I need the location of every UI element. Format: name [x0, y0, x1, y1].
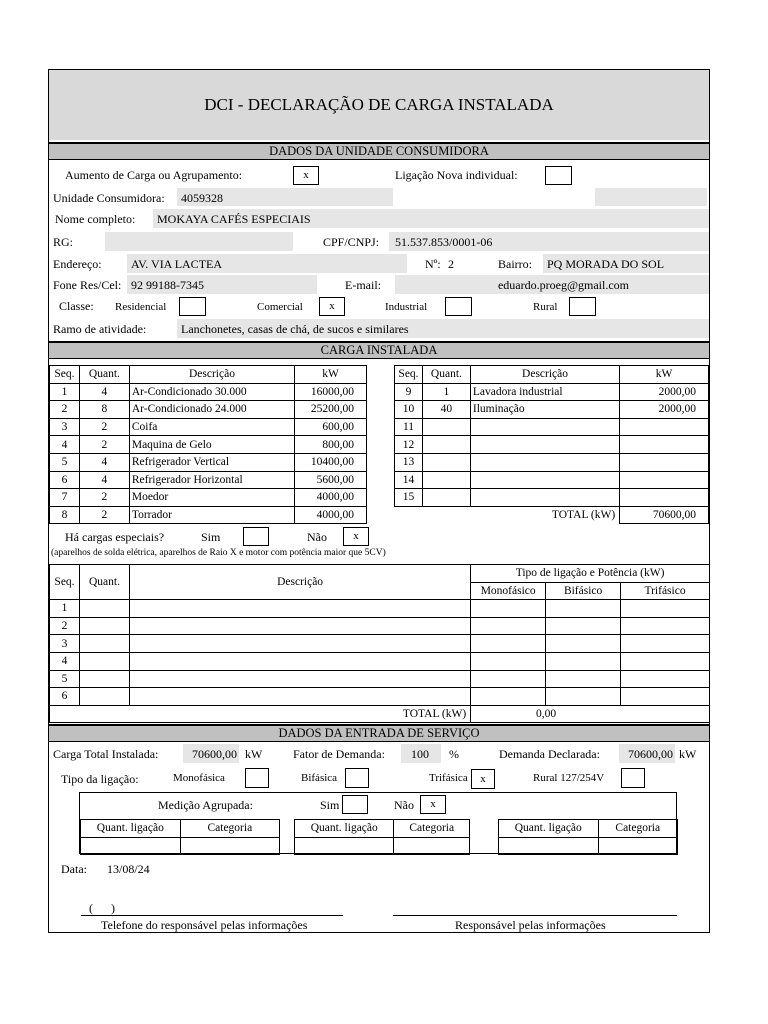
table-row [50, 506, 367, 524]
cell-seq: 7 [50, 489, 80, 507]
demanda-unit: kW [679, 747, 697, 761]
categoria-header: Categoria [598, 820, 677, 838]
cell-kw[interactable]: 5600,00 [295, 471, 367, 489]
phone-caption: Telefone do responsável pelas informações [101, 918, 308, 932]
cell-desc[interactable]: Iluminação [470, 401, 619, 419]
cpf-field[interactable] [389, 232, 709, 251]
ramo-label: Ramo de atividade: [53, 322, 147, 336]
col-header-kw: kW [295, 366, 367, 384]
carga-table-right [394, 365, 709, 524]
cell-quant[interactable]: 4 [79, 453, 129, 471]
carga-total-value: 70600,00 [192, 747, 237, 761]
col-header-seq: Seq. [50, 366, 80, 384]
table-row [50, 436, 367, 454]
medicao-sim-checkbox[interactable] [342, 795, 368, 814]
aumento-checkbox[interactable]: x [293, 166, 319, 185]
cell-desc[interactable] [470, 436, 619, 454]
cell-kw[interactable]: 4000,00 [295, 506, 367, 524]
cell-mono[interactable] [471, 688, 546, 706]
cell-quant[interactable]: 2 [79, 418, 129, 436]
cell-kw[interactable]: 600,00 [295, 418, 367, 436]
cell-seq: 8 [50, 506, 80, 524]
table-row [395, 489, 709, 507]
cell-seq: 4 [50, 436, 80, 454]
table-row [395, 401, 709, 419]
data-value: 13/08/24 [107, 862, 150, 876]
trifasica-checkbox[interactable]: x [471, 769, 495, 789]
medicao-sim-label: Sim [320, 798, 340, 812]
table-row [395, 383, 709, 401]
cell-seq: 15 [395, 489, 423, 507]
especiais-sim-checkbox[interactable] [243, 527, 269, 546]
section-header-entrada: DADOS DA ENTRADA DE SERVIÇO [49, 724, 709, 742]
table-row [50, 635, 710, 653]
categoria-header: Categoria [180, 820, 279, 838]
cell-quant[interactable] [422, 489, 470, 507]
medicao-label: Medição Agrupada: [158, 798, 253, 812]
table-row [395, 453, 709, 471]
cell-seq: 2 [50, 401, 80, 419]
cell-seq: 5 [50, 453, 80, 471]
cell-tri[interactable] [621, 652, 710, 670]
cell-bi[interactable] [546, 635, 621, 653]
table-row [50, 489, 367, 507]
responsavel-caption: Responsável pelas informações [455, 918, 606, 932]
esp-head-mono: Monofásico [471, 582, 546, 600]
demanda-field[interactable] [619, 744, 675, 763]
quant-ligacao-cell[interactable] [499, 837, 599, 855]
tipo-ligacao-label: Tipo da ligação: [61, 772, 139, 786]
cell-seq: 6 [50, 688, 80, 706]
cell-kw[interactable]: 25200,00 [295, 401, 367, 419]
fone-field[interactable] [127, 275, 317, 294]
esp-head-tipo: Tipo de ligação e Potência (kW) [471, 565, 710, 583]
especiais-label: Há cargas especiais? [65, 530, 165, 544]
cell-desc[interactable]: Coifa [129, 418, 294, 436]
rural-127-checkbox[interactable] [621, 768, 645, 788]
cell-desc[interactable] [470, 471, 619, 489]
cell-desc[interactable] [470, 453, 619, 471]
cell-mono[interactable] [471, 600, 546, 618]
cell-desc[interactable] [129, 670, 470, 688]
demanda-label: Demanda Declarada: [499, 747, 600, 761]
cell-kw[interactable]: 800,00 [295, 436, 367, 454]
categoria-cell[interactable] [394, 837, 470, 855]
cell-quant[interactable]: 8 [79, 401, 129, 419]
table-row [50, 383, 367, 401]
cell-quant[interactable] [79, 635, 129, 653]
industrial-checkbox[interactable] [445, 297, 472, 316]
total-label: TOTAL (kW) [395, 506, 620, 524]
cell-kw[interactable]: 2000,00 [620, 401, 709, 419]
nome-label: Nome completo: [55, 212, 136, 226]
comercial-label: Comercial [257, 301, 303, 313]
numero-value: 2 [448, 257, 454, 271]
col-header-quant: Quant. [422, 366, 470, 384]
cell-desc[interactable] [470, 418, 619, 436]
ramo-field[interactable] [177, 319, 709, 338]
cell-kw[interactable] [620, 453, 709, 471]
cell-seq: 6 [50, 471, 80, 489]
cell-bi[interactable] [546, 652, 621, 670]
email-label: E-mail: [345, 278, 381, 292]
quant-ligacao-header: Quant. ligação [81, 820, 181, 838]
responsavel-signature-line [393, 915, 677, 916]
section-header-carga: CARGA INSTALADA [49, 341, 709, 359]
cell-bi[interactable] [546, 670, 621, 688]
bairro-label: Bairro: [498, 257, 532, 271]
cell-seq: 10 [395, 401, 423, 419]
uc-field[interactable] [177, 188, 393, 206]
table-row [395, 471, 709, 489]
esp-head-bi: Bifásico [546, 582, 621, 600]
carga-table-left [49, 365, 367, 524]
quant-ligacao-cell[interactable] [81, 837, 181, 855]
total-row [50, 705, 710, 723]
rural-checkbox[interactable] [569, 297, 596, 316]
header-row [395, 366, 709, 384]
aumento-label: Aumento de Carga ou Agrupamento: [65, 168, 243, 182]
cell-mono[interactable] [471, 670, 546, 688]
cell-seq: 5 [50, 670, 80, 688]
table-row [50, 471, 367, 489]
cell-desc[interactable]: Moedor [129, 489, 294, 507]
cell-desc[interactable] [129, 617, 470, 635]
medicao-group-2 [294, 819, 470, 855]
header-row [50, 366, 367, 384]
medicao-group-3 [498, 819, 678, 855]
email-field[interactable] [395, 275, 709, 294]
cell-quant[interactable] [79, 670, 129, 688]
rural-127-label: Rural 127/254V [533, 772, 605, 784]
especiais-nao-label: Não [307, 530, 327, 544]
email-value: eduardo.proeg@gmail.com [497, 278, 629, 292]
endereco-value: AV. VIA LACTEA [131, 257, 223, 271]
fator-label: Fator de Demanda: [293, 747, 385, 761]
fator-field[interactable] [401, 744, 441, 763]
cell-seq: 3 [50, 418, 80, 436]
fator-unit: % [449, 747, 459, 761]
cell-tri[interactable] [621, 635, 710, 653]
cell-kw[interactable] [620, 418, 709, 436]
cell-kw[interactable]: 10400,00 [295, 453, 367, 471]
cell-desc[interactable] [129, 635, 470, 653]
monofasica-checkbox[interactable] [245, 768, 269, 788]
cell-kw[interactable] [620, 489, 709, 507]
table-row [50, 600, 710, 618]
col-header-desc: Descrição [129, 366, 294, 384]
table-row [50, 688, 710, 706]
cell-seq: 11 [395, 418, 423, 436]
cell-desc[interactable]: Refrigerador Horizontal [129, 471, 294, 489]
uc-label: Unidade Consumidora: [53, 191, 165, 205]
uc-value: 4059328 [181, 191, 223, 205]
cell-quant[interactable] [79, 688, 129, 706]
cell-kw[interactable] [620, 436, 709, 454]
table-row [50, 418, 367, 436]
cell-mono[interactable] [471, 617, 546, 635]
fator-value: 100 [411, 747, 429, 761]
cell-kw[interactable]: 4000,00 [295, 489, 367, 507]
cell-tri[interactable] [621, 688, 710, 706]
cell-bi[interactable] [546, 688, 621, 706]
cell-desc[interactable]: Ar-Condicionado 24.000 [129, 401, 294, 419]
bifasica-checkbox[interactable] [345, 768, 369, 788]
endereco-label: Endereço: [53, 257, 102, 271]
ligacao-nova-checkbox[interactable] [545, 166, 572, 185]
dci-form [48, 69, 710, 933]
cell-quant[interactable] [79, 617, 129, 635]
classe-label: Classe: [59, 299, 94, 313]
bifasica-label: Bifásica [301, 772, 338, 784]
industrial-label: Industrial [385, 301, 428, 313]
cell-quant[interactable]: 2 [79, 506, 129, 524]
cell-tri[interactable] [621, 600, 710, 618]
cell-quant[interactable] [422, 453, 470, 471]
cell-quant[interactable] [422, 436, 470, 454]
endereco-field[interactable] [127, 254, 407, 273]
bairro-field[interactable] [543, 254, 709, 273]
cell-seq: 4 [50, 652, 80, 670]
cell-seq: 13 [395, 453, 423, 471]
medicao-nao-checkbox[interactable]: x [420, 795, 446, 814]
carga-total-field[interactable] [183, 744, 239, 763]
cell-kw[interactable]: 2000,00 [620, 383, 709, 401]
esp-head-desc: Descrição [129, 565, 470, 600]
cell-seq: 1 [50, 383, 80, 401]
cell-quant[interactable] [422, 471, 470, 489]
table-row [50, 401, 367, 419]
cell-desc[interactable]: Lavadora industrial [470, 383, 619, 401]
medicao-nao-label: Não [394, 798, 414, 812]
esp-head-seq: Seq. [50, 565, 80, 600]
cell-seq: 3 [50, 635, 80, 653]
cell-kw[interactable] [620, 471, 709, 489]
bairro-value: PQ MORADA DO SOL [547, 257, 665, 271]
fone-value: 92 99188-7345 [131, 278, 204, 292]
quant-ligacao-cell[interactable] [295, 837, 394, 855]
col-header-desc: Descrição [470, 366, 619, 384]
cell-tri[interactable] [621, 670, 710, 688]
cell-seq: 14 [395, 471, 423, 489]
cell-quant[interactable] [422, 418, 470, 436]
cell-quant[interactable]: 2 [79, 489, 129, 507]
phone-signature-line [81, 915, 343, 916]
especiais-nao-checkbox[interactable]: x [343, 527, 369, 546]
col-header-kw: kW [620, 366, 709, 384]
nome-field[interactable] [153, 209, 709, 228]
cell-mono[interactable] [471, 652, 546, 670]
cell-desc[interactable]: Maquina de Gelo [129, 436, 294, 454]
cell-desc[interactable] [470, 489, 619, 507]
cell-quant[interactable] [79, 652, 129, 670]
data-label: Data: [61, 862, 87, 876]
comercial-checkbox[interactable]: x [319, 297, 345, 316]
especiais-sim-label: Sim [201, 530, 221, 544]
especiais-note: (aparelhos de solda elétrica, aparelhos de Raio X e motor com potência maior que 5CV) [51, 548, 386, 558]
fone-label: Fone Res/Cel: [53, 278, 122, 292]
quant-ligacao-header: Quant. ligação [295, 820, 394, 838]
cell-quant[interactable]: 4 [79, 383, 129, 401]
especiais-table [49, 564, 710, 723]
col-header-quant: Quant. [79, 366, 129, 384]
ramo-value: Lanchonetes, casas de chá, de sucos e similares [181, 322, 409, 336]
medicao-agrupada-box [79, 792, 677, 854]
phone-parens: ( ) [89, 901, 115, 915]
categoria-cell[interactable] [598, 837, 677, 855]
nome-value: MOKAYA CAFÉS ESPECIAIS [157, 212, 311, 226]
cpf-label: CPF/CNPJ: [323, 235, 380, 249]
esp-head-quant: Quant. [79, 565, 129, 600]
cell-quant[interactable]: 40 [422, 401, 470, 419]
monofasica-label: Monofásica [173, 772, 225, 784]
form-title: DCI - DECLARAÇÃO DE CARGA INSTALADA [49, 70, 709, 140]
cell-desc[interactable] [129, 688, 470, 706]
table-row [395, 418, 709, 436]
cell-quant[interactable]: 2 [79, 436, 129, 454]
cell-desc[interactable] [129, 652, 470, 670]
cell-seq: 1 [50, 600, 80, 618]
table-row [395, 436, 709, 454]
medicao-group-1 [80, 819, 280, 855]
ligacao-nova-label: Ligação Nova individual: [395, 168, 518, 182]
cell-quant[interactable]: 1 [422, 383, 470, 401]
esp-head-tri: Trifásico [621, 582, 710, 600]
rg-field[interactable] [105, 232, 293, 251]
cell-quant[interactable] [79, 600, 129, 618]
rg-label: RG: [53, 235, 74, 249]
cell-seq: 12 [395, 436, 423, 454]
total-value: 70600,00 [620, 506, 709, 524]
cell-tri[interactable] [621, 617, 710, 635]
residencial-checkbox[interactable] [179, 297, 206, 316]
cell-seq: 9 [395, 383, 423, 401]
carga-total-unit: kW [245, 747, 263, 761]
cell-bi[interactable] [546, 600, 621, 618]
cpf-value: 51.537.853/0001-06 [395, 235, 493, 249]
table-row [50, 453, 367, 471]
cell-desc[interactable]: Torrador [129, 506, 294, 524]
cell-bi[interactable] [546, 617, 621, 635]
esp-total-label: TOTAL (kW) [50, 705, 471, 723]
cell-kw[interactable]: 16000,00 [295, 383, 367, 401]
demanda-value: 70600,00 [628, 747, 673, 761]
cell-seq: 2 [50, 617, 80, 635]
numero-label: Nº: [425, 257, 441, 271]
cell-desc[interactable]: Refrigerador Vertical [129, 453, 294, 471]
total-row [395, 506, 709, 524]
cell-quant[interactable]: 4 [79, 471, 129, 489]
cell-desc[interactable] [129, 600, 470, 618]
table-row [50, 670, 710, 688]
section-header-unidade: DADOS DA UNIDADE CONSUMIDORA [49, 142, 709, 160]
categoria-cell[interactable] [180, 837, 279, 855]
quant-ligacao-header: Quant. ligação [499, 820, 599, 838]
table-row [50, 652, 710, 670]
cell-desc[interactable]: Ar-Condicionado 30.000 [129, 383, 294, 401]
residencial-label: Residencial [115, 301, 167, 313]
table-row [50, 617, 710, 635]
trifasica-label: Trifásica [429, 772, 468, 784]
rural-label: Rural [533, 301, 558, 313]
blank-shade [595, 188, 707, 206]
carga-total-label: Carga Total Instalada: [53, 747, 159, 761]
esp-total-value: 0,00 [471, 705, 710, 723]
categoria-header: Categoria [394, 820, 470, 838]
cell-mono[interactable] [471, 635, 546, 653]
col-header-seq: Seq. [395, 366, 423, 384]
